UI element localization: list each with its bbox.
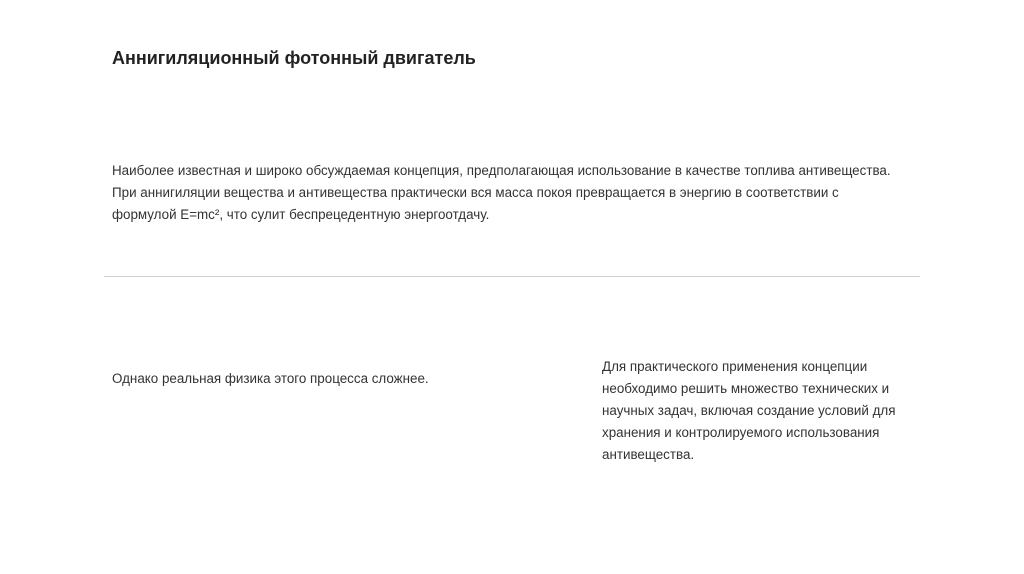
- section-divider: [104, 276, 920, 277]
- slide-title: Аннигиляционный фотонный двигатель: [112, 48, 476, 68]
- right-note: Для практического применения концепции необходимо решить множество технических и научных задач, включая создание условий для хранения и контролируемого использования антивещества.: [602, 359, 896, 462]
- left-note: Однако реальная физика этого процесса сложнее.: [112, 371, 429, 386]
- intro-paragraph: Наиболее известная и широко обсуждаемая концепция, предполагающая использование в качестве топлива антивещества. При аннигиляции вещества и антивещества практически вся масса покоя превращается в энергию в соответствии с формулой E=mc², что сулит беспрецедентную энергоотдачу.: [112, 163, 891, 222]
